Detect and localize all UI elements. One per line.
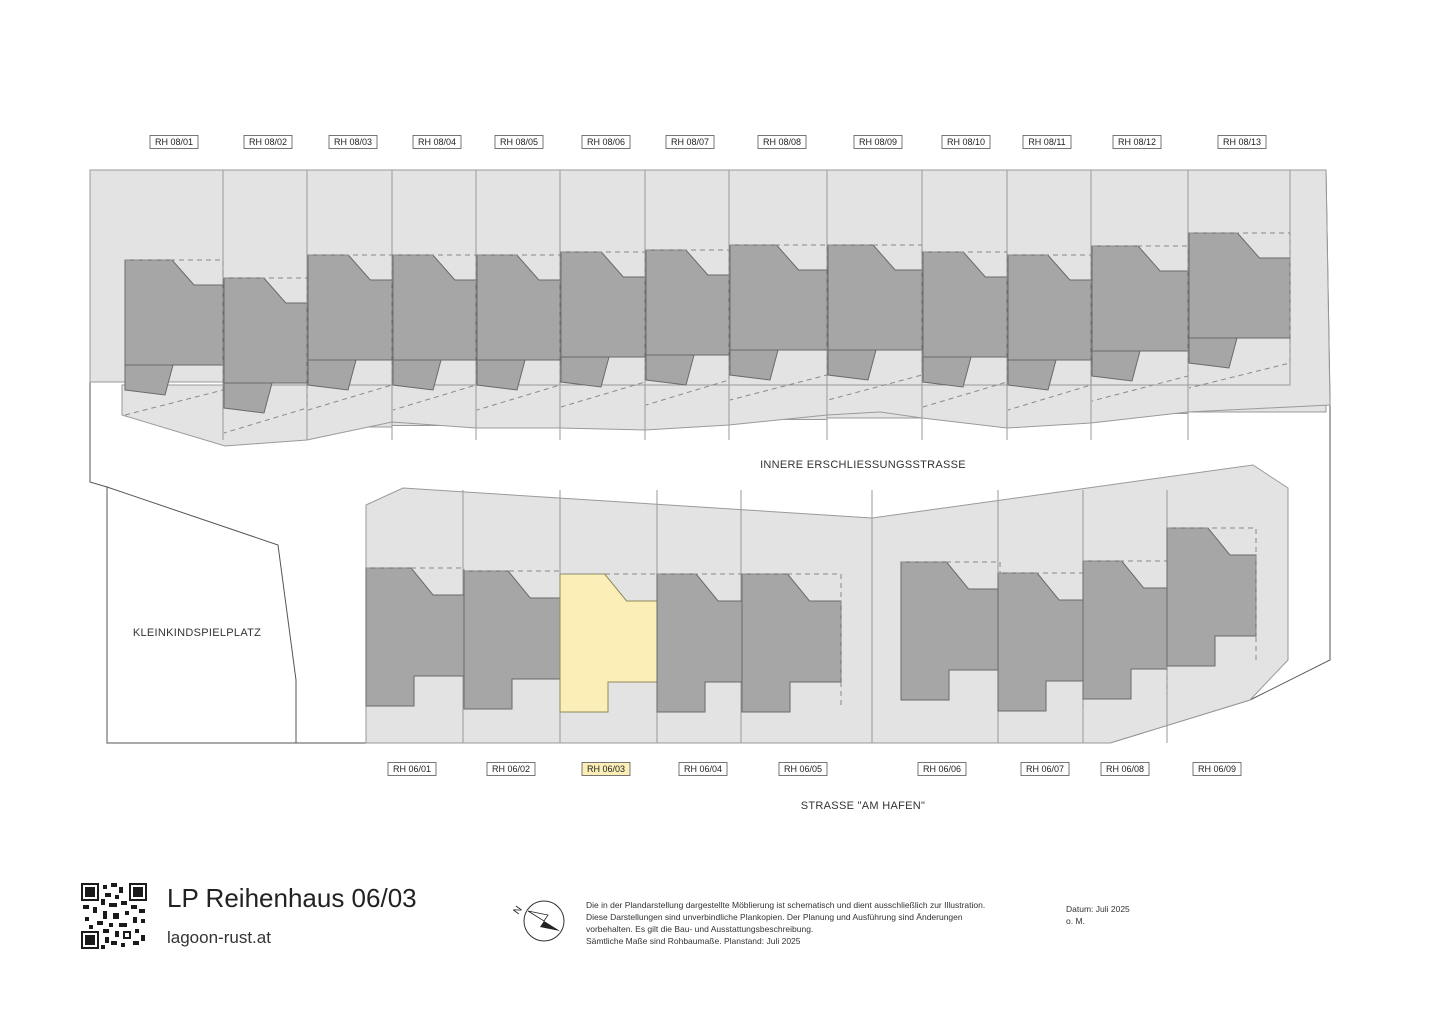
unit-tag-label: RH 08/12 [1117,137,1157,147]
north-arrow-icon [504,897,568,947]
terrace-north [224,383,272,413]
terrace-north [1189,338,1237,368]
unit-tag[interactable] [679,763,727,776]
terrace-north [477,360,525,390]
terrace-north [125,365,173,395]
plan-scale: o. M. [1066,916,1085,926]
disclaimer-line: Die in der Plandarstellung dargestellte Möblierung ist schematisch und dient ausschließlich zur Illustration. [586,900,986,910]
unit-tag[interactable] [1193,763,1241,776]
terrace-north [646,355,694,385]
terrace-north [828,350,876,380]
unit-tag[interactable] [1113,136,1161,149]
svg-text:N: N [511,904,525,917]
unit-tag[interactable] [150,136,198,149]
disclaimer-line: vorbehalten. Es gilt die Bau- und Ausstattungsbeschreibung. [586,924,814,934]
unit-tag[interactable] [495,136,543,149]
unit-tag[interactable] [1023,136,1071,149]
unit-tag-label: RH 08/11 [1028,137,1066,147]
unit-tag-label: RH 08/09 [858,137,898,147]
terrace-north [730,350,778,380]
unit-tag-label: RH 08/04 [417,137,457,147]
north-row-lots [90,170,1330,446]
playground-label: KLEINKINDSPIELPLATZ [132,627,262,639]
qr-code-icon [81,883,147,949]
unit-tag[interactable] [388,763,436,776]
street-label: STRASSE "AM HAFEN" [800,800,926,812]
unit-tag[interactable] [244,136,292,149]
unit-tag[interactable] [1101,763,1149,776]
terrace-north [1092,351,1140,381]
unit-tag-label: RH 06/09 [1197,764,1237,774]
unit-tag[interactable] [1218,136,1266,149]
unit-tag[interactable] [487,763,535,776]
unit-tag-label: RH 08/02 [248,137,288,147]
plan-meta [1066,903,1130,927]
unit-tag[interactable] [854,136,902,149]
inner-road-label: INNERE ERSCHLIESSUNGSSTRASSE [760,459,966,471]
unit-tag[interactable] [918,763,966,776]
unit-tag[interactable] [942,136,990,149]
unit-tag-label: RH 08/03 [333,137,373,147]
terrace-north [561,357,609,387]
unit-tag[interactable] [1021,763,1069,776]
unit-tag-label: RH 08/01 [154,137,194,147]
unit-tag-label: RH 08/08 [762,137,802,147]
plan-title: LP Reihenhaus 06/03 [167,883,417,913]
south-unit-tags [388,763,1241,776]
terrace-north [308,360,356,390]
unit-tag-label: RH 08/05 [499,137,539,147]
terrace-north [923,357,971,387]
disclaimer-line: Sämtliche Maße sind Rohbaumaße. Planstand: Juli 2025 [586,936,801,946]
unit-tag[interactable] [582,136,630,149]
unit-tag-label: RH 08/10 [946,137,986,147]
unit-tag-label: RH 08/13 [1222,137,1262,147]
unit-tag-label: RH 06/01 [392,764,432,774]
unit-tag[interactable] [666,136,714,149]
terrace-north [1008,360,1056,390]
north-unit-tags [150,136,1266,149]
unit-tag-label: RH 08/07 [670,137,710,147]
unit-tag[interactable] [779,763,827,776]
unit-tag-label: RH 06/04 [683,764,723,774]
unit-tag-label: RH 06/05 [783,764,823,774]
unit-tag[interactable] [758,136,806,149]
unit-tag-label: RH 06/02 [491,764,531,774]
unit-tag-label: RH 06/06 [922,764,962,774]
unit-tag[interactable] [329,136,377,149]
unit-tag[interactable] [413,136,461,149]
unit-tag-label: RH 06/07 [1025,764,1065,774]
unit-tag-label: RH 06/03 [586,764,626,774]
unit-tag-label: RH 08/06 [586,137,626,147]
unit-tag[interactable] [582,763,630,776]
disclaimer-line: Diese Darstellungen sind unverbindliche Plankopien. Der Planung und Ausführung sind Änderungen [586,912,963,922]
plan-date: Datum: Juli 2025 [1066,904,1130,914]
terrace-north [393,360,441,390]
website-link[interactable]: lagoon-rust.at [167,928,271,947]
disclaimer-text [586,899,1016,947]
unit-tag-label: RH 06/08 [1105,764,1145,774]
